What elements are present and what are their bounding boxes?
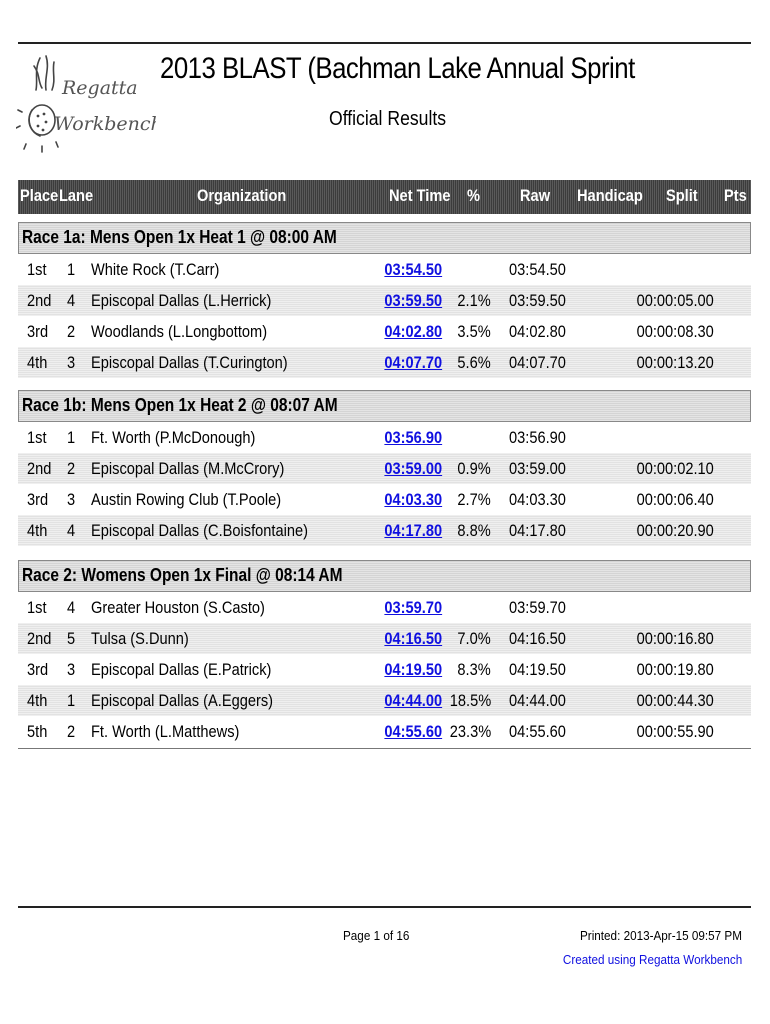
place-cell: 2nd (27, 629, 52, 648)
split-cell: 00:00:55.90 (636, 722, 714, 741)
organization-cell: Tulsa (S.Dunn) (91, 629, 189, 648)
net-time-link[interactable]: 03:54.50 (384, 260, 442, 279)
created-using-link[interactable]: Created using Regatta Workbench (562, 952, 742, 967)
net-time-link[interactable]: 03:59.50 (384, 291, 442, 310)
percent-cell: 8.3% (457, 660, 491, 679)
col-header-raw: Raw (520, 186, 551, 205)
net-time-link[interactable]: 03:59.70 (384, 598, 442, 617)
printed-timestamp: Printed: 2013-Apr-15 09:57 PM (580, 928, 742, 943)
organization-cell: Ft. Worth (L.Matthews) (91, 722, 240, 741)
organization-cell: Episcopal Dallas (M.McCrory) (91, 459, 285, 478)
raw-time-cell: 04:17.80 (509, 521, 566, 540)
percent-cell: 23.3% (449, 722, 491, 741)
net-time-link[interactable]: 03:59.00 (384, 459, 442, 478)
place-cell: 3rd (27, 490, 49, 509)
col-header-lane: Lane (59, 186, 94, 205)
place-cell: 4th (27, 353, 48, 372)
lane-cell: 2 (67, 322, 76, 341)
result-row (18, 623, 751, 654)
organization-cell: Austin Rowing Club (T.Poole) (91, 490, 282, 509)
organization-cell: Episcopal Dallas (C.Boisfontaine) (91, 521, 308, 540)
place-cell: 1st (27, 428, 47, 447)
result-row (18, 592, 751, 623)
net-time-link[interactable]: 04:03.30 (384, 490, 442, 509)
lane-cell: 1 (67, 428, 76, 447)
result-row (18, 515, 751, 546)
result-row (18, 422, 751, 453)
result-row (18, 716, 751, 747)
organization-cell: Woodlands (L.Longbottom) (91, 322, 268, 341)
percent-cell: 7.0% (457, 629, 491, 648)
col-header-place: Place (20, 186, 59, 205)
net-time-link[interactable]: 04:07.70 (384, 353, 442, 372)
split-cell: 00:00:20.90 (636, 521, 714, 540)
col-header-handicap: Handicap (577, 186, 643, 205)
net-time-link[interactable]: 04:02.80 (384, 322, 442, 341)
col-header-split: Split (666, 186, 698, 205)
lane-cell: 4 (67, 598, 76, 617)
percent-cell: 8.8% (457, 521, 491, 540)
regatta-workbench-logo (16, 50, 156, 160)
net-time-link[interactable]: 03:56.90 (384, 428, 442, 447)
raw-time-cell: 03:59.50 (509, 291, 566, 310)
split-cell: 00:00:06.40 (636, 490, 714, 509)
raw-time-cell: 03:59.70 (509, 598, 566, 617)
race-header (18, 390, 751, 422)
organization-cell: Episcopal Dallas (A.Eggers) (91, 691, 274, 710)
lane-cell: 4 (67, 521, 76, 540)
col-header-pts: Pts (724, 186, 747, 205)
organization-cell: White Rock (T.Carr) (91, 260, 220, 279)
percent-cell: 18.5% (449, 691, 491, 710)
page-number: Page 1 of 16 (343, 928, 410, 943)
net-time-link[interactable]: 04:17.80 (384, 521, 442, 540)
raw-time-cell: 03:59.00 (509, 459, 566, 478)
raw-time-cell: 04:55.60 (509, 722, 566, 741)
net-time-link[interactable]: 04:19.50 (384, 660, 442, 679)
split-cell: 00:00:02.10 (636, 459, 714, 478)
result-row (18, 685, 751, 716)
raw-time-cell: 04:07.70 (509, 353, 566, 372)
place-cell: 4th (27, 691, 48, 710)
organization-cell: Episcopal Dallas (L.Herrick) (91, 291, 272, 310)
page-subtitle: Official Results (329, 108, 447, 130)
net-time-link[interactable]: 04:16.50 (384, 629, 442, 648)
result-row (18, 347, 751, 378)
place-cell: 4th (27, 521, 48, 540)
place-cell: 5th (27, 722, 48, 741)
logo-text-workbench: Workbench (54, 113, 156, 135)
raw-time-cell: 04:03.30 (509, 490, 566, 509)
result-row (18, 654, 751, 685)
place-cell: 2nd (27, 459, 52, 478)
split-cell: 00:00:19.80 (636, 660, 714, 679)
lane-cell: 1 (67, 691, 76, 710)
page-title: 2013 BLAST (Bachman Lake Annual Sprint (160, 52, 635, 85)
raw-time-cell: 04:19.50 (509, 660, 566, 679)
lane-cell: 1 (67, 260, 76, 279)
result-row (18, 285, 751, 316)
percent-cell: 3.5% (457, 322, 491, 341)
result-row (18, 316, 751, 347)
result-row (18, 453, 751, 484)
percent-cell: 2.1% (457, 291, 491, 310)
organization-cell: Episcopal Dallas (E.Patrick) (91, 660, 272, 679)
place-cell: 1st (27, 260, 47, 279)
lane-cell: 4 (67, 291, 76, 310)
lane-cell: 5 (67, 629, 76, 648)
result-row (18, 254, 751, 285)
percent-cell: 5.6% (457, 353, 491, 372)
percent-cell: 0.9% (457, 459, 491, 478)
net-time-link[interactable]: 04:44.00 (384, 691, 442, 710)
split-cell: 00:00:08.30 (636, 322, 714, 341)
results-bottom-rule (18, 748, 751, 749)
place-cell: 3rd (27, 322, 49, 341)
lane-cell: 3 (67, 660, 76, 679)
lane-cell: 2 (67, 459, 76, 478)
race-title: Race 2: Womens Open 1x Final @ 08:14 AM (22, 565, 343, 585)
place-cell: 1st (27, 598, 47, 617)
lane-cell: 2 (67, 722, 76, 741)
raw-time-cell: 04:44.00 (509, 691, 566, 710)
footer-rule (18, 906, 751, 908)
place-cell: 3rd (27, 660, 49, 679)
col-header-organization: Organization (197, 186, 287, 205)
result-row (18, 484, 751, 515)
raw-time-cell: 04:02.80 (509, 322, 566, 341)
raw-time-cell: 04:16.50 (509, 629, 566, 648)
raw-time-cell: 03:56.90 (509, 428, 566, 447)
col-header-net-time: Net Time (389, 186, 451, 205)
race-title: Race 1a: Mens Open 1x Heat 1 @ 08:00 AM (22, 227, 337, 247)
lane-cell: 3 (67, 353, 76, 372)
split-cell: 00:00:44.30 (636, 691, 714, 710)
race-header (18, 560, 751, 592)
race-header (18, 222, 751, 254)
organization-cell: Ft. Worth (P.McDonough) (91, 428, 256, 447)
top-rule (18, 42, 751, 44)
raw-time-cell: 03:54.50 (509, 260, 566, 279)
split-cell: 00:00:13.20 (636, 353, 714, 372)
net-time-link[interactable]: 04:55.60 (384, 722, 442, 741)
logo-text-regatta: Regatta (62, 77, 138, 99)
place-cell: 2nd (27, 291, 52, 310)
col-header-percent: % (467, 186, 481, 205)
organization-cell: Greater Houston (S.Casto) (91, 598, 265, 617)
split-cell: 00:00:05.00 (636, 291, 714, 310)
split-cell: 00:00:16.80 (636, 629, 714, 648)
race-title: Race 1b: Mens Open 1x Heat 2 @ 08:07 AM (22, 395, 338, 415)
lane-cell: 3 (67, 490, 76, 509)
percent-cell: 2.7% (457, 490, 491, 509)
organization-cell: Episcopal Dallas (T.Curington) (91, 353, 288, 372)
